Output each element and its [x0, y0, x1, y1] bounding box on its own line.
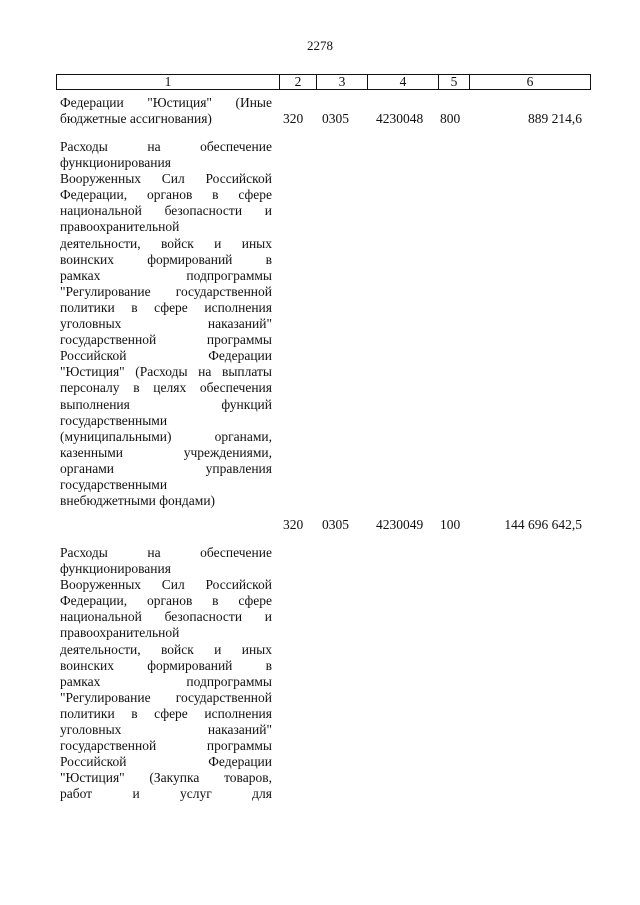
- row-min-code: 320: [283, 517, 304, 532]
- row-description: [60, 545, 272, 803]
- row-target-code: 4230049: [376, 517, 424, 532]
- column-header-4: 4: [368, 75, 439, 90]
- description-line: персоналу в целях обеспечения: [60, 380, 272, 396]
- description-line: уголовных наказаний": [60, 316, 272, 332]
- description-line: национальной безопасности и: [60, 609, 272, 625]
- description-line: работ и услуг для: [60, 786, 272, 802]
- column-header-3: 3: [317, 75, 368, 90]
- description-line: Расходы на обеспечение: [60, 139, 272, 154]
- page-number: 2278: [307, 38, 333, 53]
- description-line: "Юстиция" (Расходы на выплаты: [60, 364, 272, 380]
- description-line: "Юстиция" (Закупка товаров,: [60, 770, 272, 786]
- description-line: Вооруженных Сил Российской: [60, 171, 272, 187]
- description-line: рамках подпрограммы: [60, 267, 272, 283]
- description-line: органами управления: [60, 460, 272, 476]
- description-line: Расходы на обеспечение: [60, 545, 272, 560]
- description-line: деятельности, войск и иных: [60, 235, 272, 251]
- row-amount: 889 214,6: [528, 111, 582, 126]
- description-line: национальной безопасности и: [60, 203, 272, 219]
- description-line: рамках подпрограммы: [60, 673, 272, 689]
- row-min-code: 320: [283, 111, 304, 126]
- column-header-5: 5: [439, 75, 470, 90]
- description-line: казенными учреждениями,: [60, 444, 272, 460]
- description-line: воинских формирований в: [60, 251, 272, 267]
- column-header-1: 1: [57, 75, 280, 90]
- description-line: Федерации "Юстиция" (Иные: [60, 95, 272, 110]
- row-description: [60, 95, 272, 127]
- description-line: Российской Федерации: [60, 754, 272, 770]
- row-section-code: 0305: [322, 517, 349, 532]
- description-line: (муниципальными) органами,: [60, 428, 272, 444]
- row-expense-type: 100: [440, 517, 461, 532]
- description-line: политики в сфере исполнения: [60, 705, 272, 721]
- description-line: выполнения функций: [60, 396, 272, 412]
- description-line: Российской Федерации: [60, 348, 272, 364]
- description-line: функционирования: [60, 155, 171, 171]
- row-amount: 144 696 642,5: [504, 517, 582, 532]
- description-line: Федерации, органов в сфере: [60, 593, 272, 609]
- description-line: государственной программы: [60, 332, 272, 348]
- row-section-code: 0305: [322, 111, 349, 126]
- column-header-table: [56, 74, 591, 90]
- column-header-6: 6: [470, 75, 591, 90]
- column-header-2: 2: [280, 75, 317, 90]
- description-line: деятельности, войск и иных: [60, 641, 272, 657]
- description-line: Вооруженных Сил Российской: [60, 577, 272, 593]
- description-line: "Регулирование государственной: [60, 283, 272, 299]
- description-line: государственной программы: [60, 738, 272, 754]
- description-line: правоохранительной: [60, 625, 180, 641]
- column-header-row: [57, 75, 591, 90]
- description-line: правоохранительной: [60, 219, 180, 235]
- description-line: политики в сфере исполнения: [60, 299, 272, 315]
- row-target-code: 4230048: [376, 111, 424, 126]
- description-line: функционирования: [60, 561, 171, 577]
- row-expense-type: 800: [440, 111, 461, 126]
- row-description: [60, 139, 272, 509]
- description-line: "Регулирование государственной: [60, 689, 272, 705]
- description-line: Федерации, органов в сфере: [60, 187, 272, 203]
- description-line: внебюджетными фондами): [60, 493, 216, 509]
- description-line: воинских формирований в: [60, 657, 272, 673]
- description-line: государственными: [60, 476, 168, 492]
- description-line: бюджетные ассигнования): [60, 111, 212, 127]
- description-line: государственными: [60, 412, 168, 428]
- description-line: уголовных наказаний": [60, 722, 272, 738]
